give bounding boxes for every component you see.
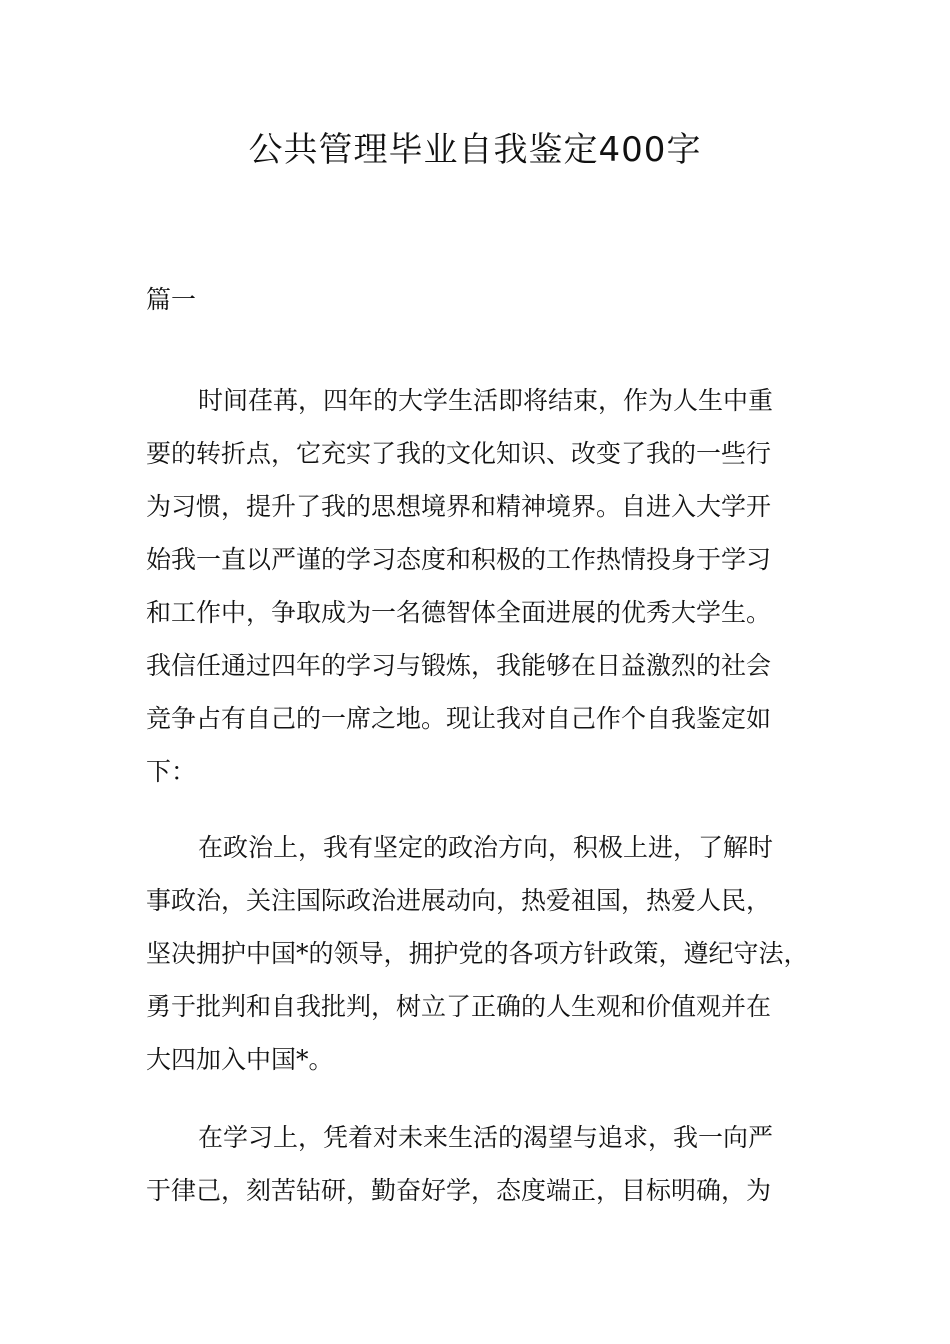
paragraph-line: 时间荏苒，四年的大学生活即将结束，作为人生中重	[198, 386, 774, 415]
paragraph-politics	[146, 821, 846, 1086]
paragraph-line: 坚决拥护中国*的领导，拥护党的各项方针政策，遵纪守法，	[146, 939, 809, 968]
paragraph-line: 为习惯，提升了我的思想境界和精神境界。自进入大学开	[146, 492, 772, 521]
paragraph-study	[146, 1111, 846, 1217]
paragraph-line: 竞争占有自己的一席之地。现让我对自己作个自我鉴定如	[146, 704, 772, 733]
paragraph-line: 下：	[146, 757, 197, 786]
paragraph-intro	[146, 374, 846, 798]
paragraph-line: 始我一直以严谨的学习态度和积极的工作热情投身于学习	[146, 545, 772, 574]
paragraph-line: 在学习上，凭着对未来生活的渴望与追求，我一向严	[198, 1123, 774, 1152]
paragraph-line: 和工作中，争取成为一名德智体全面进展的优秀大学生。	[146, 598, 772, 627]
paragraph-line: 大四加入中国*。	[146, 1045, 334, 1074]
paragraph-line: 我信任通过四年的学习与锻炼，我能够在日益激烈的社会	[146, 651, 772, 680]
section-label: 篇一	[146, 285, 197, 314]
paragraph-line: 事政治，关注国际政治进展动向，热爱祖国，热爱人民，	[146, 886, 772, 915]
page-title: 公共管理毕业自我鉴定400字	[248, 130, 702, 170]
paragraph-line: 于律己，刻苦钻研，勤奋好学，态度端正，目标明确，为	[146, 1176, 772, 1205]
paragraph-line: 在政治上，我有坚定的政治方向，积极上进，了解时	[198, 833, 774, 862]
paragraph-line: 勇于批判和自我批判，树立了正确的人生观和价值观并在	[146, 992, 772, 1021]
paragraph-line: 要的转折点，它充实了我的文化知识、改变了我的一些行	[146, 439, 772, 468]
